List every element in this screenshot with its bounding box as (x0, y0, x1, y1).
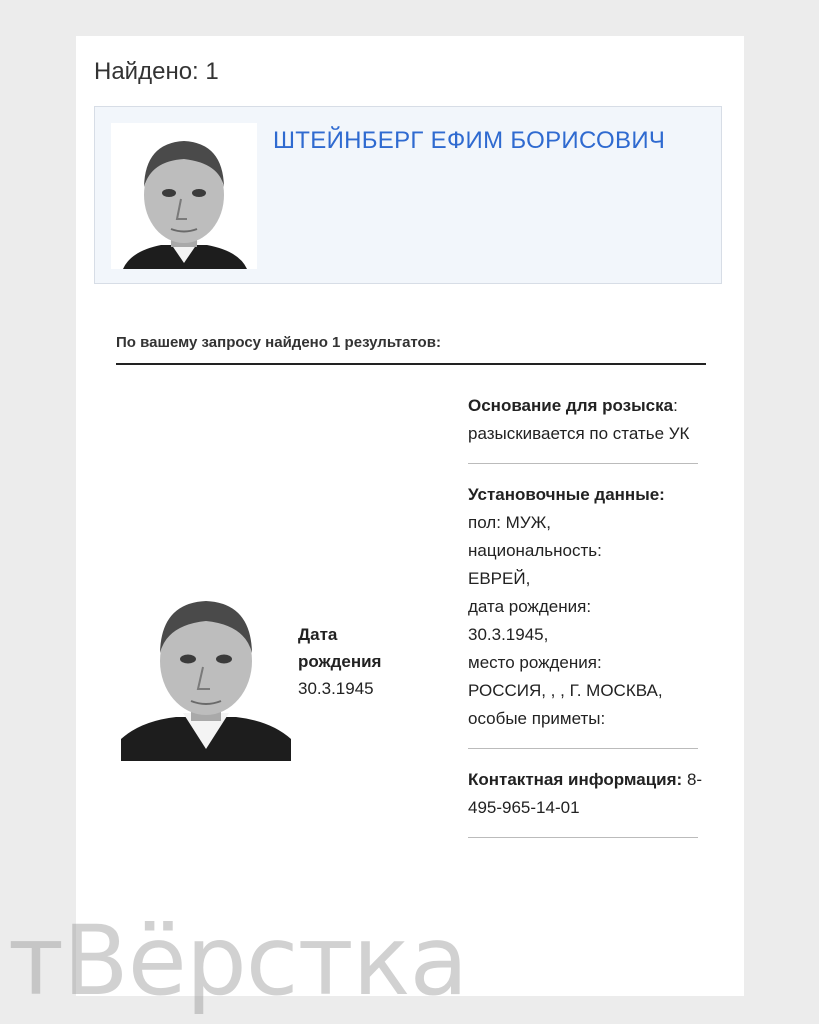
identity-line: ЕВРЕЙ, (468, 569, 531, 588)
contact-value: 8-495-965-14-01 (468, 770, 703, 817)
basis-section: Основание для розыска: разыскивается по статье УК (468, 392, 713, 448)
contact-label: Контактная информация: (468, 770, 683, 789)
identity-line: дата рождения: (468, 597, 592, 616)
birth-date-value: 30.3.1945 (298, 679, 374, 698)
section-divider (468, 748, 698, 749)
identity-line: особые приметы: (468, 709, 606, 728)
divider (116, 363, 706, 365)
identity-line: пол: МУЖ, (468, 513, 552, 532)
found-count: Найдено: 1 (94, 58, 219, 85)
basis-label: Основание для розыска (468, 396, 674, 415)
identity-section (468, 481, 713, 733)
result-card[interactable] (94, 106, 722, 284)
watermark-logo: тВёрстка (8, 905, 468, 1017)
identity-line: национальность: (468, 541, 602, 560)
identity-line: 30.3.1945, (468, 625, 549, 644)
details-column (468, 392, 713, 855)
section-divider (468, 837, 698, 838)
identity-label: Установочные данные: (468, 485, 665, 504)
contact-section (468, 766, 713, 822)
birth-date-label: Дата рождения (298, 625, 382, 671)
detail-person-photo (121, 581, 291, 761)
person-photo[interactable] (111, 123, 257, 269)
person-name-link[interactable]: ШТЕЙНБЕРГ ЕФИМ БОРИСОВИЧ (273, 127, 666, 154)
identity-line: место рождения: (468, 653, 602, 672)
section-divider (468, 463, 698, 464)
query-summary: По вашему запросу найдено 1 результатов: (116, 334, 441, 351)
birth-date-block (298, 621, 418, 702)
search-results-panel (76, 36, 744, 996)
identity-line: РОССИЯ, , , Г. МОСКВА, (468, 681, 663, 700)
basis-value: разыскивается по статье УК (468, 424, 690, 443)
